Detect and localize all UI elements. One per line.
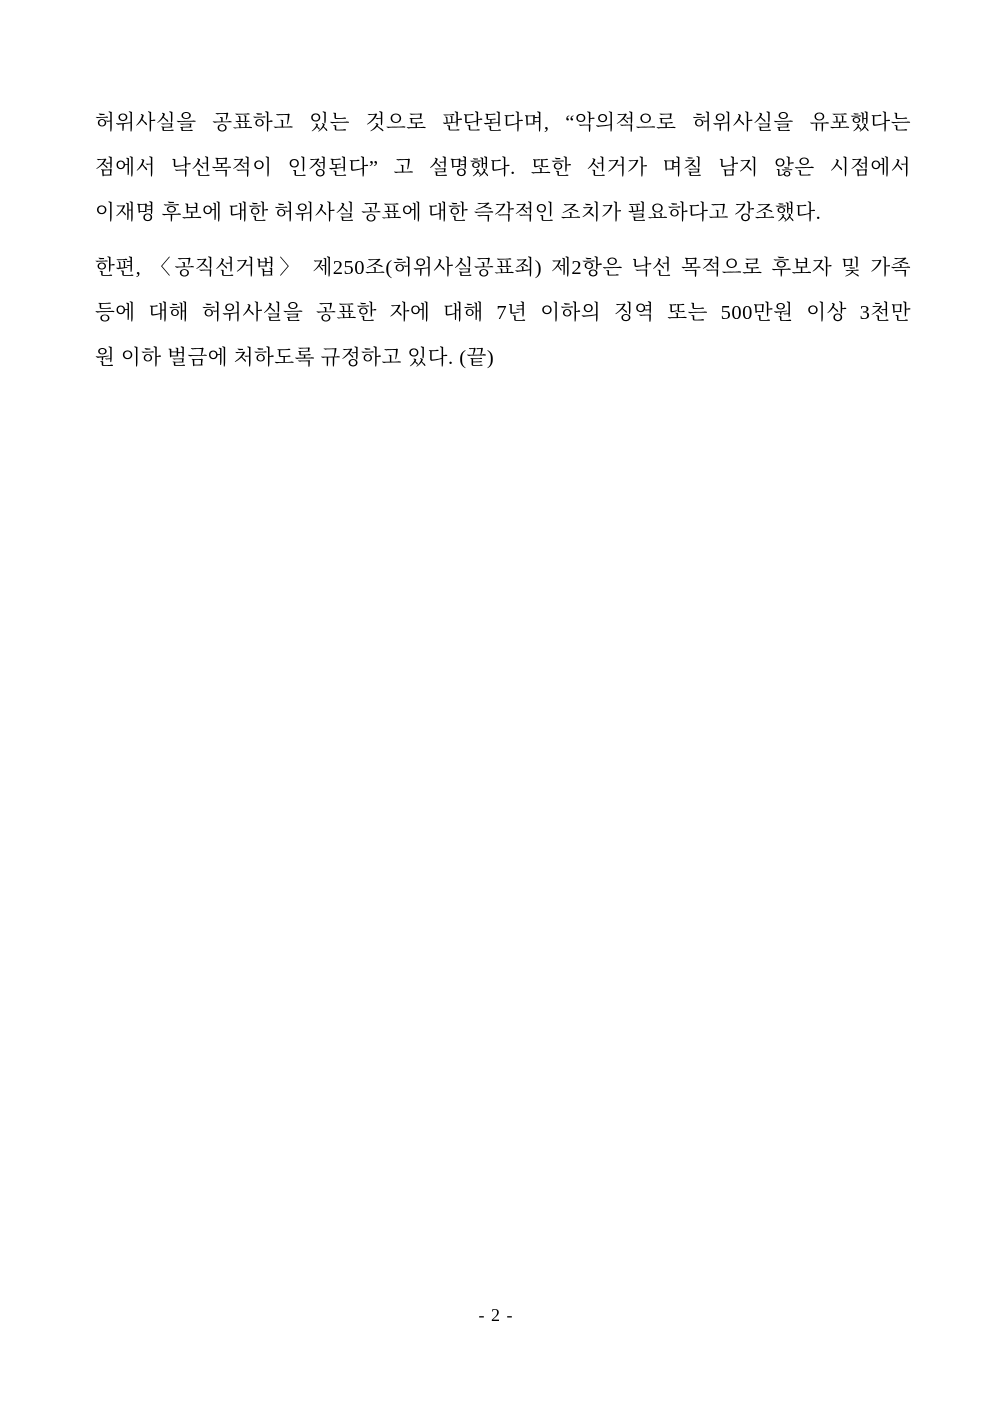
page-number: - 2 - xyxy=(478,1305,514,1325)
text-line: 한편, 〈공직선거법〉 제250조(허위사실공표죄) 제2항은 낙선 목적으로 후보자 및 가족 xyxy=(95,257,911,279)
document-body xyxy=(95,101,911,391)
text-line: 이재명 후보에 대한 허위사실 공표에 대한 즉각적인 조치가 필요하다고 강조했다. xyxy=(95,202,822,224)
text-line: 허위사실을 공표하고 있는 것으로 판단된다며, “악의적으로 허위사실을 유포했다는 xyxy=(95,112,911,134)
paragraph-1 xyxy=(95,101,911,236)
page-footer xyxy=(0,1305,992,1326)
text-line: 점에서 낙선목적이 인정된다” 고 설명했다. 또한 선거가 며칠 남지 않은 시점에서 xyxy=(95,157,911,179)
text-line: 등에 대해 허위사실을 공표한 자에 대해 7년 이하의 징역 또는 500만원 이상 3천만 xyxy=(95,302,911,324)
paragraph-2 xyxy=(95,246,911,381)
text-line: 원 이하 벌금에 처하도록 규정하고 있다. (끝) xyxy=(95,347,495,369)
